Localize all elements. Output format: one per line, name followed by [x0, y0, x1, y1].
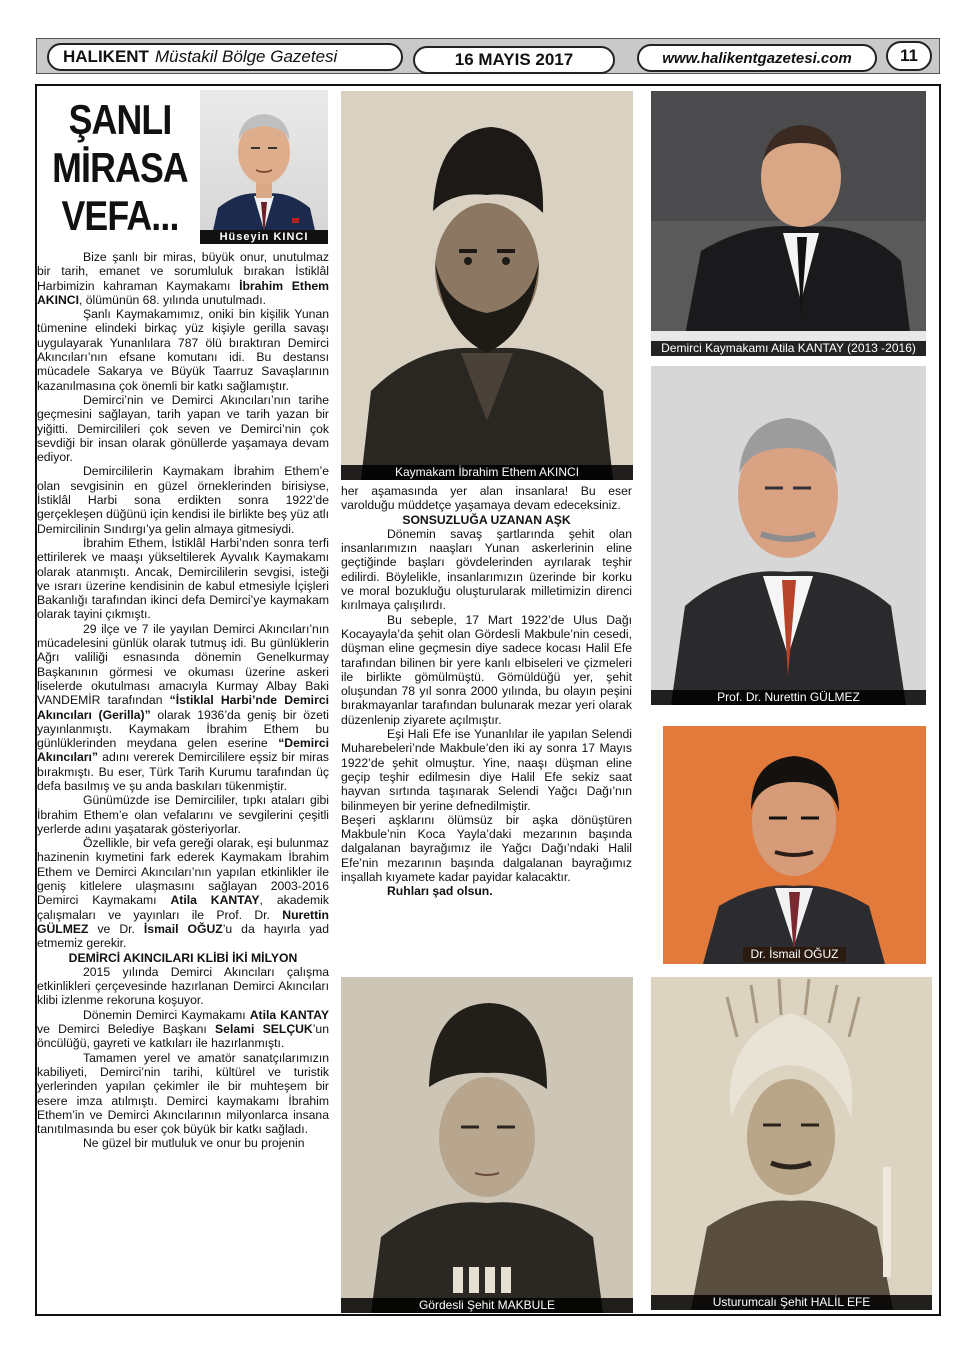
- headline-line-1: ŞANLI: [68, 96, 172, 143]
- paragraph: Demirci’nin ve Demirci Akıncıları’nın tarihe geçmesini sağlayan, tarih yapan ve tarih yazan bir yiğitti. Demircilileri çok seven ve Demirci’nin çok sevdiği bir insan olarak gönüllerde yaşamaya devam ediyor.: [37, 392, 329, 465]
- paragraph: Özellikle, bir vefa gereği olarak, eşi bulunmaz hazinenin kıymetini fark ederek Kaymakam İbrahim Ethem ve Demirci Akıncıları’nın yapılan etkinlikler ile geniş kitlelere ulaşmasını sağlayan 2003-2016 Demirci Kaymakamı Atila KANTAY, akademik çalışmaları ve yayınları ile Prof. Dr. Nurettin GÜLMEZ ve Dr. İsmail OĞUZ’u da hayırla yad etmemiz gerekir.: [37, 836, 329, 951]
- paragraph: 29 ilçe ve 7 ile yayılan Demirci Akıncıları’nın mücadelesini günlük olarak tutmuş idi. Bu günlüklerin Ağrı valiliği esnasında dönemin Genelkurmay Başkanının görmesi ve okuması üzerine askeri liselerde okutulması amacıyla Kurmay Albay Baki VANDEMİR tarafından “İstiklal Harbi’nde Demirci Akıncıları (Gerilla)” olarak 1936’da geniş bir özeti yayınlanmıştı. Kaymakam İbrahim Ethem bu günlüklerinden meydana gelen eserine “Demirci Akıncıları” adını vererek Demircililere eşsiz bir miras bırakmıştı. Bu eser, Türk Tarih Kurumu tarafından üç defa basılmış ve şu anda baskıları tükenmiştir.: [37, 621, 329, 793]
- article-headline: [52, 96, 188, 240]
- caption-makbule: Gördesli Şehit MAKBULE: [341, 1298, 633, 1313]
- paper-title: [47, 43, 403, 71]
- photo-makbule: [341, 977, 633, 1313]
- paragraph: Ruhları şad olsun.: [387, 884, 493, 899]
- oguz-portrait-image: [663, 726, 926, 964]
- paragraph: Bu sebeple, 17 Mart 1922’de Ulus Dağı Kocayayla’da şehit olan Gördesli Makbule’nin cesedi, düşman eline geçmesin diye sadece kocası Halil Efe tarafından bilinen bir yere kanlı elbiseleri ve çizmeleri ile birlikte gömülmüştü. Gömüldüğü yer, şehit oluşundan 78 yıl sonra 2000 yılında, bu olayın peşini bırakmayanlar tarafından bulunarak mezar yeri olarak düzenlenip ziyarete açılmıştır.: [341, 612, 632, 727]
- akinci-portrait-image: [341, 91, 633, 480]
- paragraph: Dönemin savaş şartlarında şehit olan insanlarımızın naaşları Yunan askerlerinin eline geçtiğinde başları gövdelerinden ayrılarak teşhir edilirdi. Böylelikle, insanlarımızın üzerinde bir korku ve moral bozukluğu oluşturularak milletimizin direnci kırılmaya çalışılırdı.: [341, 526, 632, 613]
- author-portrait-image: [200, 90, 328, 244]
- article-column-2: [341, 484, 632, 899]
- caption-gulmez: Prof. Dr. Nurettin GÜLMEZ: [651, 690, 926, 705]
- paragraph: Bize şanlı bir miras, büyük onur, unutulmaz bir tarih, emanet ve sorumluluk bırakan İstiklâl Harbimizin kahraman Kaymakamı İbrahim Ethem AKINCI, ölümünün 68. yılında unutulmadı.: [37, 250, 329, 307]
- author-name: Hüseyin KINCI: [200, 230, 328, 244]
- paper-name: HALIKENT: [63, 47, 149, 66]
- section-heading: DEMİRCİ AKINCILARI KLİBİ İKİ MİLYON: [68, 950, 298, 965]
- article-column-1: [37, 250, 329, 1151]
- caption-akinci: Kaymakam İbrahim Ethem AKINCI: [341, 465, 633, 480]
- photo-oguz: [663, 726, 926, 964]
- issue-date: 16 MAYIS 2017: [413, 46, 615, 74]
- gulmez-portrait-image: [651, 366, 926, 705]
- paragraph: her aşamasında yer alan insanlara! Bu eser varolduğu müddetçe yaşamaya devam edeceksiniz.: [341, 484, 632, 513]
- paragraph: Şanlı Kaymakamımız, oniki bin kişilik Yunan tümenine elindeki birkaç yüz kişiyle gerilla savaşı uygulayarak Yunanlılara 787 ölü bıraktıran Demirci Akıncıları’nın efsane komutanı idi. Bu destansı mücadele Sakarya ve Büyük Taarruz Savaşlarının kazanılmasına çok önemli bir katkı sağlamıştır.: [37, 307, 329, 393]
- paper-subtitle: Müstakil Bölge Gazetesi: [154, 47, 338, 66]
- photo-halil-efe: [651, 977, 932, 1310]
- section-heading: SONSUZLUĞA UZANAN AŞK: [402, 512, 571, 527]
- paragraph: İbrahim Ethem, İstiklâl Harbi’nden sonra terfi ettirilerek ve maaşı yükseltilerek Ayvalık Kaymakamı olarak atanmıştı. Ancak, Demircililerin sevgisi, isteği ve ısrarı üzerine kendisinin de kabul etmesiyle İçişleri Bakanlığı tarafından ikinci defa Demirci’ye kaymakam olarak tayini çıkmıştı.: [37, 535, 329, 622]
- headline-line-2: MİRASA: [52, 144, 188, 191]
- caption-halil-efe: Usturumcalı Şehit HALİL EFE: [651, 1295, 932, 1310]
- paragraph: Beşeri aşklarını ölümsüz bir aşka dönüştüren Makbule’nin Koca Yayla’daki mezarının başında dalgalanan bayrağımız ile Yağcı Dağı’ndaki Halil Efe’nin mezarının başında dalgalanan bayrağımız inşallah kıyamete kadar payidar kalacaktır.: [341, 812, 632, 885]
- kantay-portrait-image: [651, 91, 926, 356]
- paragraph: Eşi Hali Efe ise Yunanlılar ile yapılan Selendi Muharebeleri’nde Makbule’den iki ay sonra 17 Mayıs 1922’de şehit olmuştur. Yine, naaşı düşman eline geçip teşhir edilmesin diye Halil Efe sekiz saat hayvan sırtında taşınarak Selendi Yağcı Dağı’nın bilinmeyen bir yerine defnedilmiştir.: [341, 727, 632, 813]
- caption-kantay: Demirci Kaymakamı Atila KANTAY (2013 -2016): [651, 341, 926, 356]
- website-link[interactable]: www.halikentgazetesi.com: [637, 44, 877, 72]
- halil-efe-portrait-image: [651, 977, 932, 1310]
- photo-akinci: [341, 91, 633, 480]
- photo-gulmez: [651, 366, 926, 705]
- paragraph: Ne güzel bir mutluluk ve onur bu projenin: [83, 1136, 305, 1151]
- paragraph: Demircililerin Kaymakam İbrahim Ethem’e olan sevgisinin en güzel örneklerinden birisiyse, İstiklâl Harbi sona erdikten sonra 1922’de gerçekleşen düğünü için kendisi ile birlikte beş yüz atlı Demircilinin Sındırgı’ya gelin almaya gitmesiydi.: [37, 464, 329, 536]
- makbule-portrait-image: [341, 977, 633, 1313]
- page-number: 11: [886, 41, 932, 71]
- author-photo: [200, 90, 328, 244]
- paragraph: Günümüzde ise Demircililer, tıpkı ataları gibi İbrahim Ethem’e olan vefalarını ve sevgilerini çeşitli yerlerde adını yaşatarak gösteriyorlar.: [37, 793, 329, 836]
- headline-line-3: VEFA...: [61, 192, 179, 239]
- caption-oguz: Dr. İsmail OĞUZ: [743, 947, 846, 962]
- paragraph: Tamamen yerel ve amatör sanatçılarımızın kabiliyeti, Demirci’nin tarihi, kültürel ve turistik yerlerinden yapılan çekimler ile bir muhteşem bir esere imza atılmıştı. Demirci kaymakamı İbrahim Ethem’in ve Demirci Akıncılarının milyonlarca insana tanıtılmasında bu eser çok büyük bir katkı sağladı.: [37, 1050, 329, 1137]
- paragraph: 2015 yılında Demirci Akıncıları çalışma etkinlikleri çerçevesinde hazırlanan Demirci Akıncıları klibi izlenme rekoruna koşuyor.: [37, 964, 329, 1008]
- photo-kantay: [651, 91, 926, 356]
- paragraph: Dönemin Demirci Kaymakamı Atila KANTAY ve Demirci Belediye Başkanı Selami SELÇUK’un öncülüğü, gayreti ve katkıları ile hazırlanmıştı.: [37, 1007, 329, 1051]
